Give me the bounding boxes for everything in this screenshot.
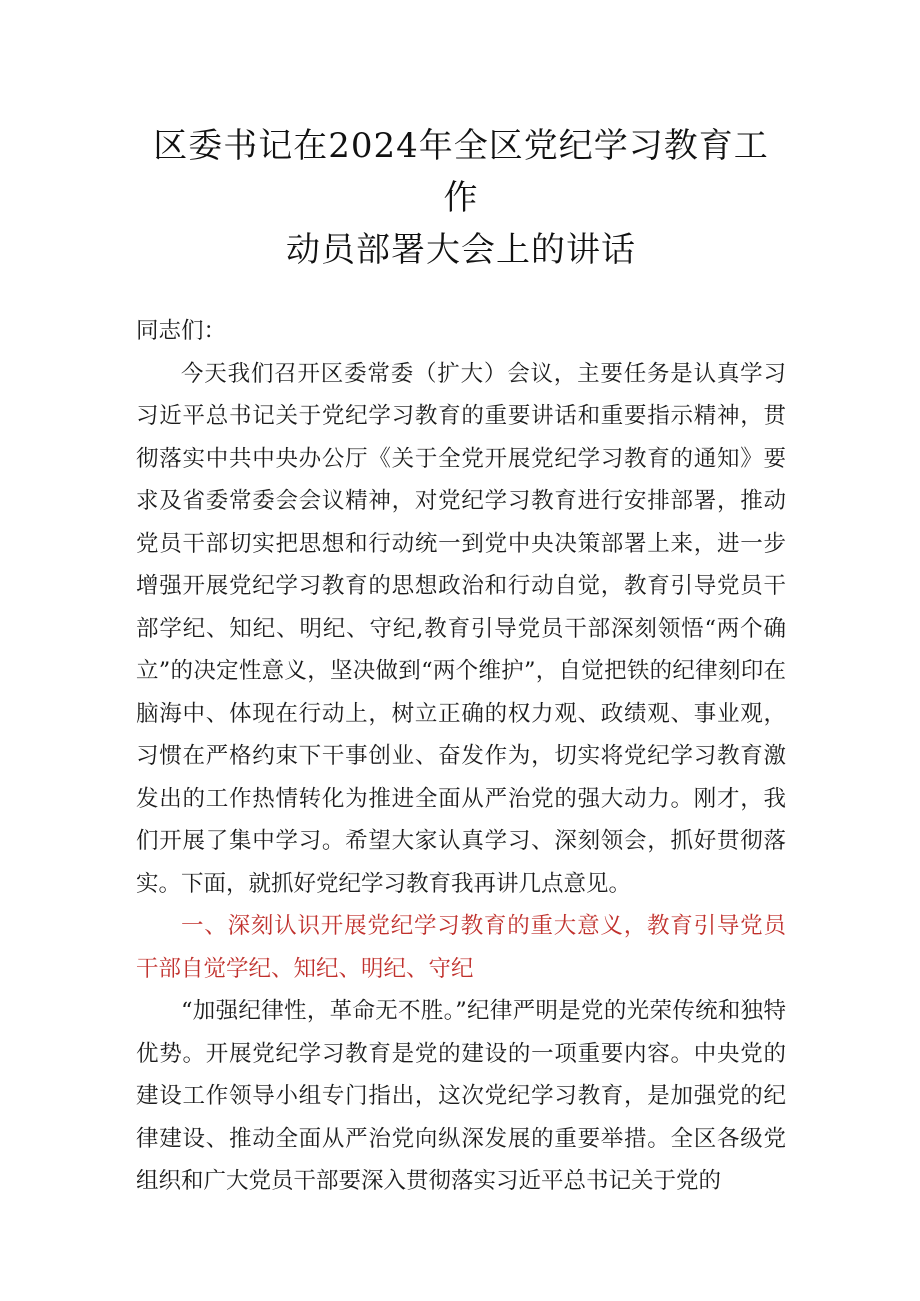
title-line-2: 动员部署大会上的讲话	[286, 230, 636, 270]
paragraph-section-1: “加强纪律性，革命无不胜。”纪律严明是党的光荣传统和独特优势。开展党纪学习教育是党的建设的一项重要内容。中央党的建设工作领导小组专门指出，这次党纪学习教育，是加强党的纪律建设、推动全面从严治党向纵深发展的重要举措。全区各级党组织和广大党员干部要深入贯彻落实习近平总书记关于党的	[136, 998, 786, 1194]
document-title	[136, 120, 786, 276]
section-heading-1: 一、深刻认识开展党纪学习教育的重大意义，教育引导党员干部自觉学纪、知纪、明纪、守纪	[136, 913, 786, 982]
title-line-1: 区委书记在2024年全区党纪学习教育工作	[153, 126, 769, 218]
document-body	[136, 310, 786, 1203]
salutation: 同志们：	[136, 318, 227, 344]
paragraph-intro: 今天我们召开区委常委（扩大）会议，主要任务是认真学习习近平总书记关于党纪学习教育的重要讲话和重要指示精神，贯彻落实中共中央办公厅《关于全党开展党纪学习教育的通知》要求及省委常委会会议精神，对党纪学习教育进行安排部署，推动党员干部切实把思想和行动统一到党中央决策部署上来，进一步增强开展党纪学习教育的思想政治和行动自觉，教育引导党员干部学纪、知纪、明纪、守纪,教育引导党员干部深刻领悟“两个确立”的决定性意义，坚决做到“两个维护”，自觉把铁的纪律刻印在脑海中、体现在行动上，树立正确的权力观、政绩观、事业观，习惯在严格约束下干事创业、奋发作为，切实将党纪学习教育激发出的工作热情转化为推进全面从严治党的强大动力。刚才，我们开展了集中学习。希望大家认真学习、深刻领会，抓好贯彻落实。下面，就抓好党纪学习教育我再讲几点意见。	[136, 360, 786, 897]
